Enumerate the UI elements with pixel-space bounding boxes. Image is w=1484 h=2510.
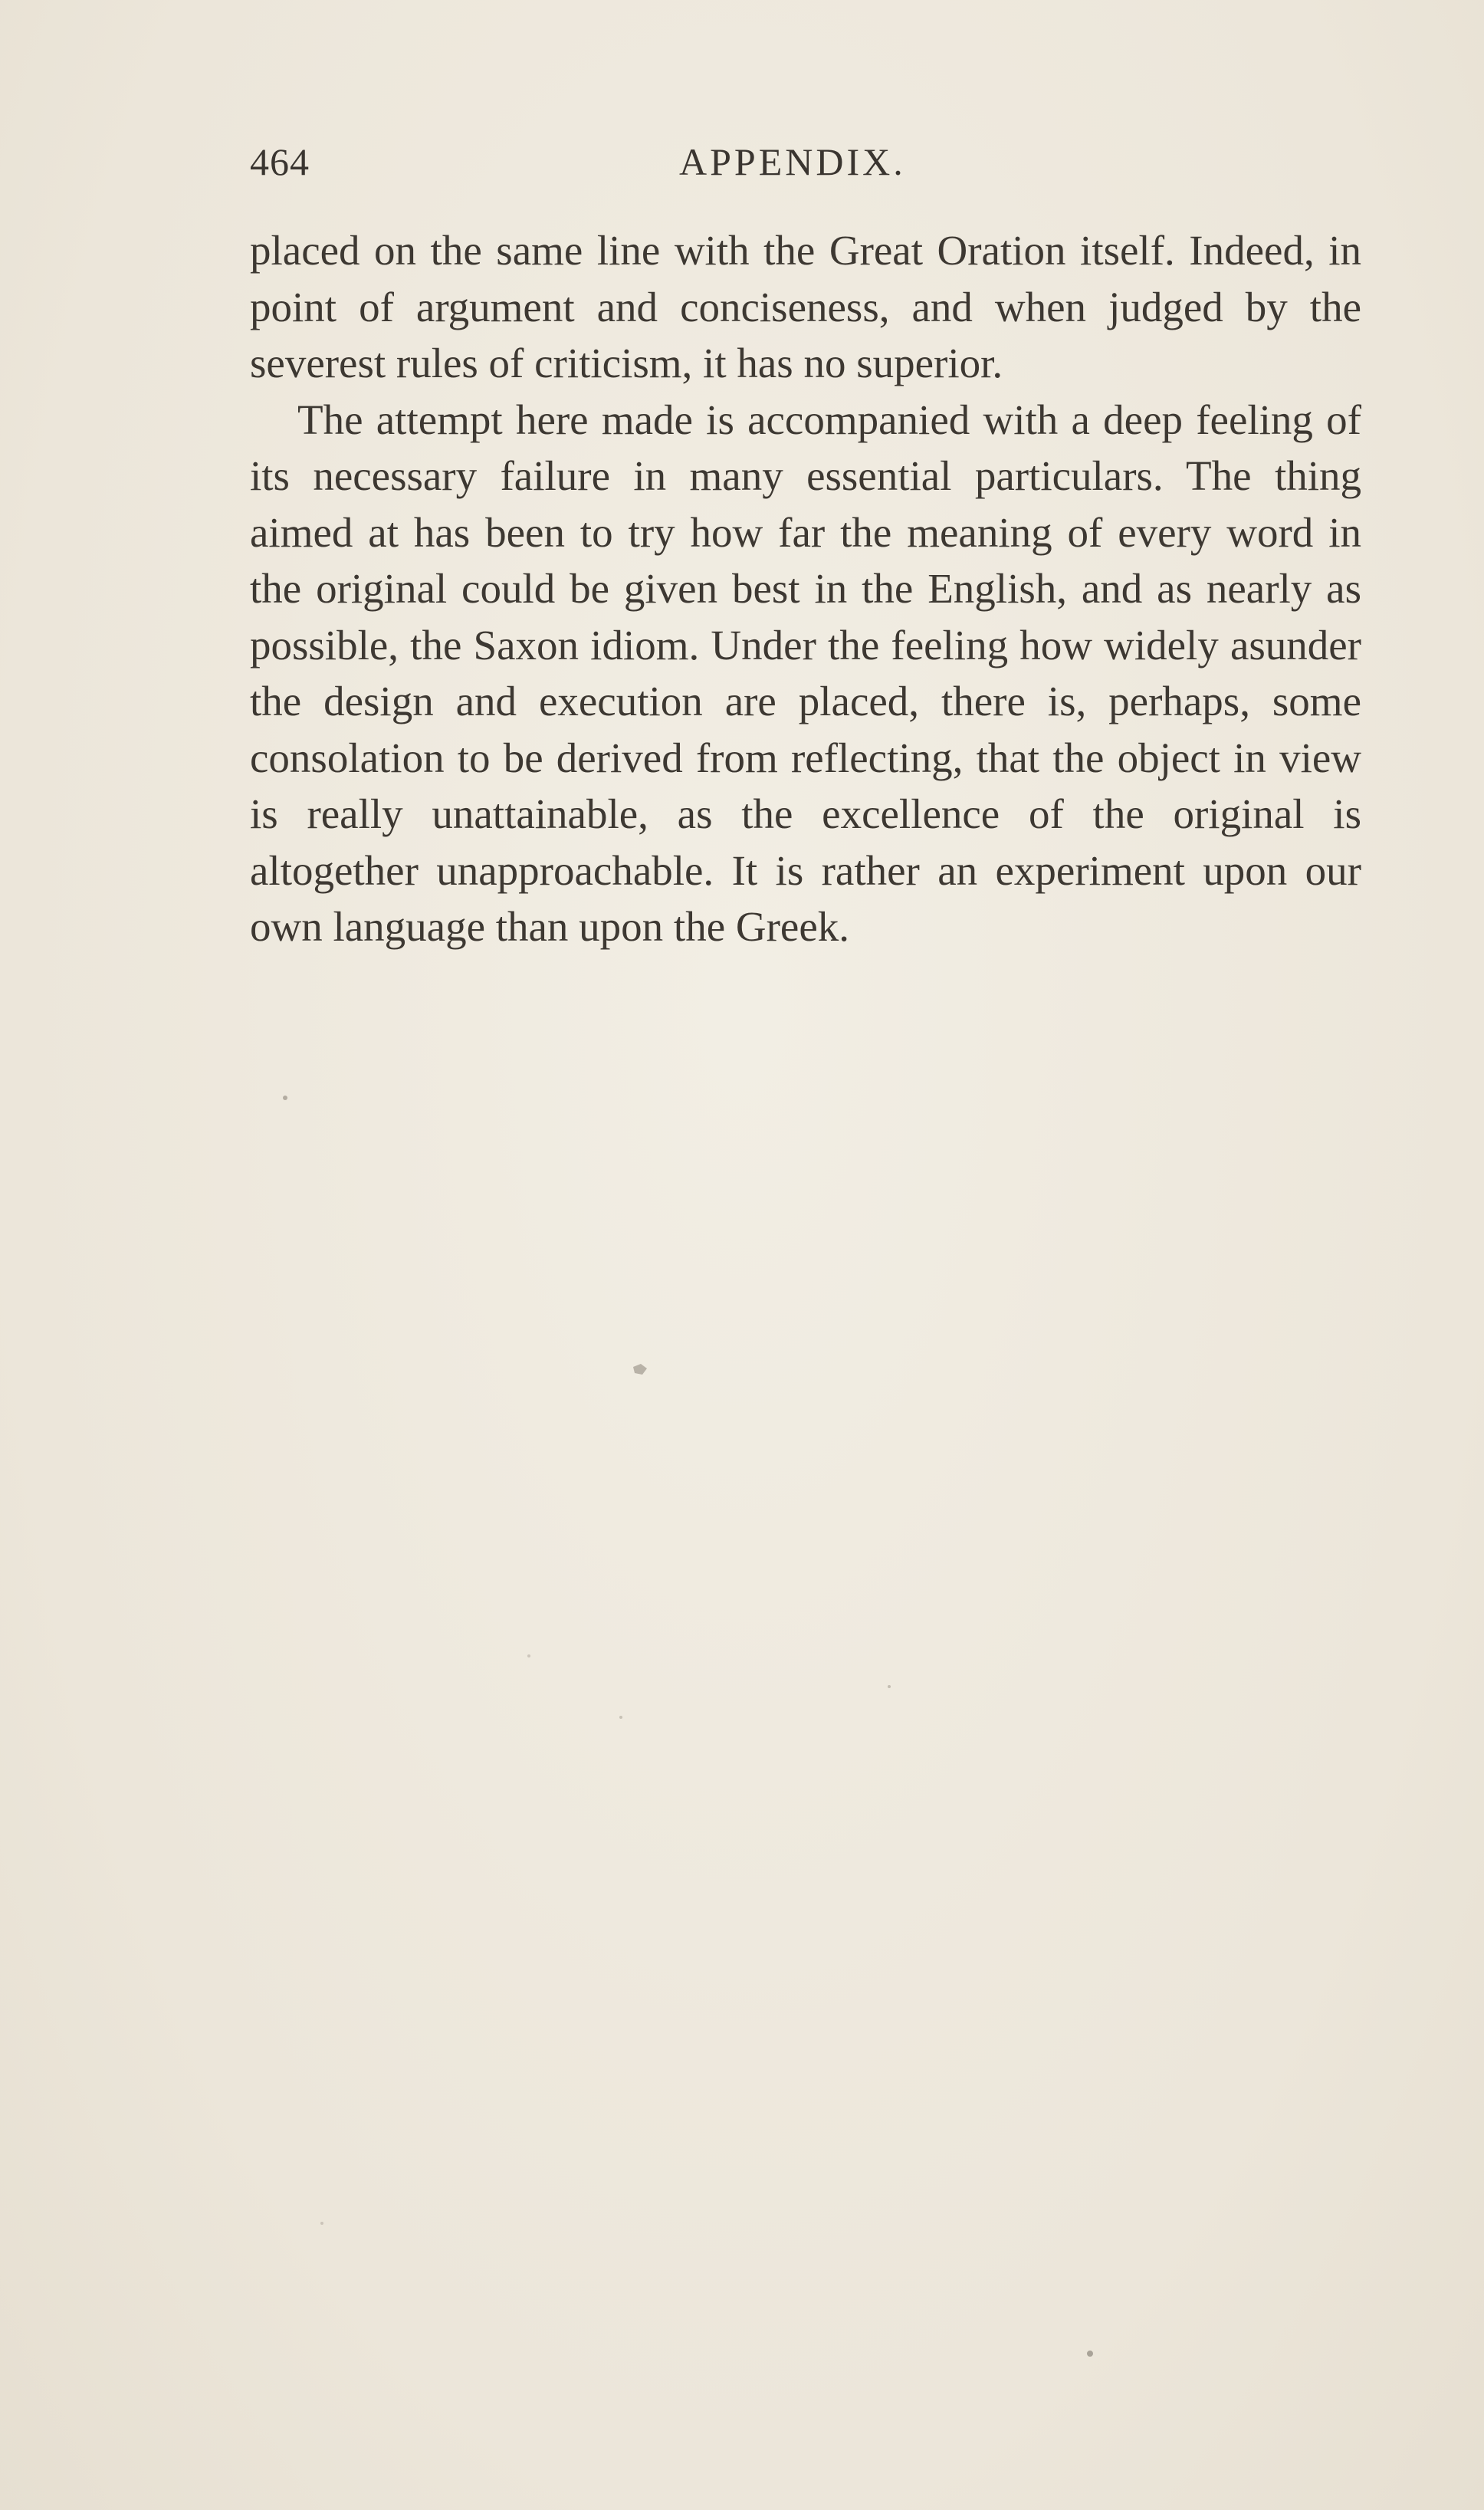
ink-smudge — [633, 1364, 647, 1375]
paper-speck — [1087, 2351, 1093, 2357]
page-number: 464 — [250, 140, 310, 183]
paper-speck — [619, 1716, 622, 1719]
paper-speck — [320, 2222, 323, 2225]
running-title: APPENDIX. — [679, 140, 906, 183]
paper-speck — [888, 1685, 891, 1688]
paragraph-continuation: placed on the same line with the Great Oration itself. Indeed, in point of argument and conciseness, and when judged by the severest rules of criticism, it has no superior. — [250, 227, 1361, 386]
paper-speck — [283, 1096, 287, 1100]
paragraph-translation-note: The attempt here made is accompanied with a deep feeling of its necessary failure in many essential particulars. The thing aimed at has been to try how far the meaning of every word in the original could be given best in the English, and as nearly as possible, the Saxon idiom. Under the feeling how widely asunder the design and execution are placed, there is, perhaps, some consolation to be derived from reflecting, that the object in view is really unattainable, as the excellence of the original is altogether unapproachable. It is rather an experiment upon our own language than upon the Greek. — [250, 396, 1361, 950]
paper-speck — [527, 1654, 530, 1657]
